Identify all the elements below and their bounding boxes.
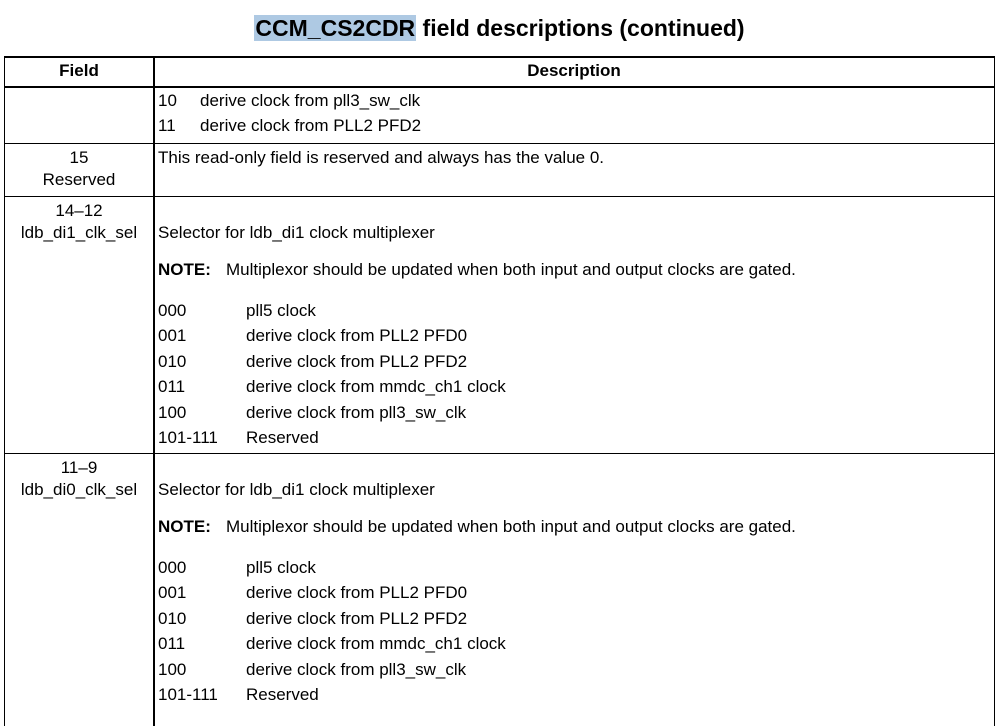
code-text: derive clock from pll3_sw_clk <box>246 660 467 679</box>
header-field: Field <box>59 61 99 80</box>
register-name-highlight: CCM_CS2CDR <box>255 15 416 41</box>
note <box>158 259 796 281</box>
code-text: derive clock from mmdc_ch1 clock <box>246 634 506 653</box>
table-row-continued <box>5 88 994 144</box>
field-cell <box>5 200 153 244</box>
selector-text: Selector for ldb_di1 clock multiplexer <box>158 223 435 242</box>
code-text: Reserved <box>246 685 319 704</box>
table-row-reserved <box>5 145 994 197</box>
code-value: 101-111 <box>158 685 218 704</box>
code-value: 10 <box>158 91 177 110</box>
table-row-ldb-di0 <box>5 455 994 726</box>
code-text: derive clock from PLL2 PFD0 <box>246 583 468 602</box>
field-bits: 14–12 <box>55 201 103 220</box>
field-name: ldb_di0_clk_sel <box>20 480 138 499</box>
code-text: derive clock from PLL2 PFD0 <box>246 326 468 345</box>
code-text: derive clock from pll3_sw_clk <box>200 91 421 110</box>
description-text: This read-only field is reserved and always has the value 0. <box>158 148 605 167</box>
header-description: Description <box>527 61 621 80</box>
code-text: pll5 clock <box>246 301 316 320</box>
code-text: pll5 clock <box>246 558 316 577</box>
table-row-ldb-di1 <box>5 198 994 454</box>
code-value: 001 <box>158 326 187 345</box>
code-value: 010 <box>158 352 187 371</box>
note-label: NOTE: <box>158 260 211 279</box>
code-value: 000 <box>158 301 187 320</box>
code-value: 100 <box>158 660 187 679</box>
code-text: derive clock from mmdc_ch1 clock <box>246 377 506 396</box>
code-text: derive clock from PLL2 PFD2 <box>246 609 468 628</box>
field-name: Reserved <box>42 170 116 189</box>
code-value: 010 <box>158 609 187 628</box>
field-bits: 15 <box>69 148 89 167</box>
note <box>158 516 796 538</box>
code-value: 011 <box>158 634 186 653</box>
note-text: Multiplexor should be updated when both input and output clocks are gated. <box>226 260 796 279</box>
code-value: 011 <box>158 377 186 396</box>
code-value: 100 <box>158 403 187 422</box>
table-header <box>5 56 994 88</box>
title-suffix: field descriptions (continued) <box>416 15 745 41</box>
code-text: derive clock from PLL2 PFD2 <box>246 352 468 371</box>
code-text: Reserved <box>246 428 319 447</box>
code-value: 11 <box>158 116 176 135</box>
field-descriptions-table <box>4 56 995 726</box>
code-value: 000 <box>158 558 187 577</box>
code-text: derive clock from PLL2 PFD2 <box>200 116 422 135</box>
code-value: 101-111 <box>158 428 218 447</box>
field-bits: 11–9 <box>60 458 98 477</box>
field-cell <box>5 147 153 191</box>
note-label: NOTE: <box>158 517 211 536</box>
code-text: derive clock from pll3_sw_clk <box>246 403 467 422</box>
field-cell <box>5 457 153 501</box>
code-value: 001 <box>158 583 187 602</box>
note-text: Multiplexor should be updated when both input and output clocks are gated. <box>226 517 796 536</box>
selector-text: Selector for ldb_di1 clock multiplexer <box>158 480 435 499</box>
page-title <box>0 13 999 43</box>
field-name: ldb_di1_clk_sel <box>20 223 138 242</box>
